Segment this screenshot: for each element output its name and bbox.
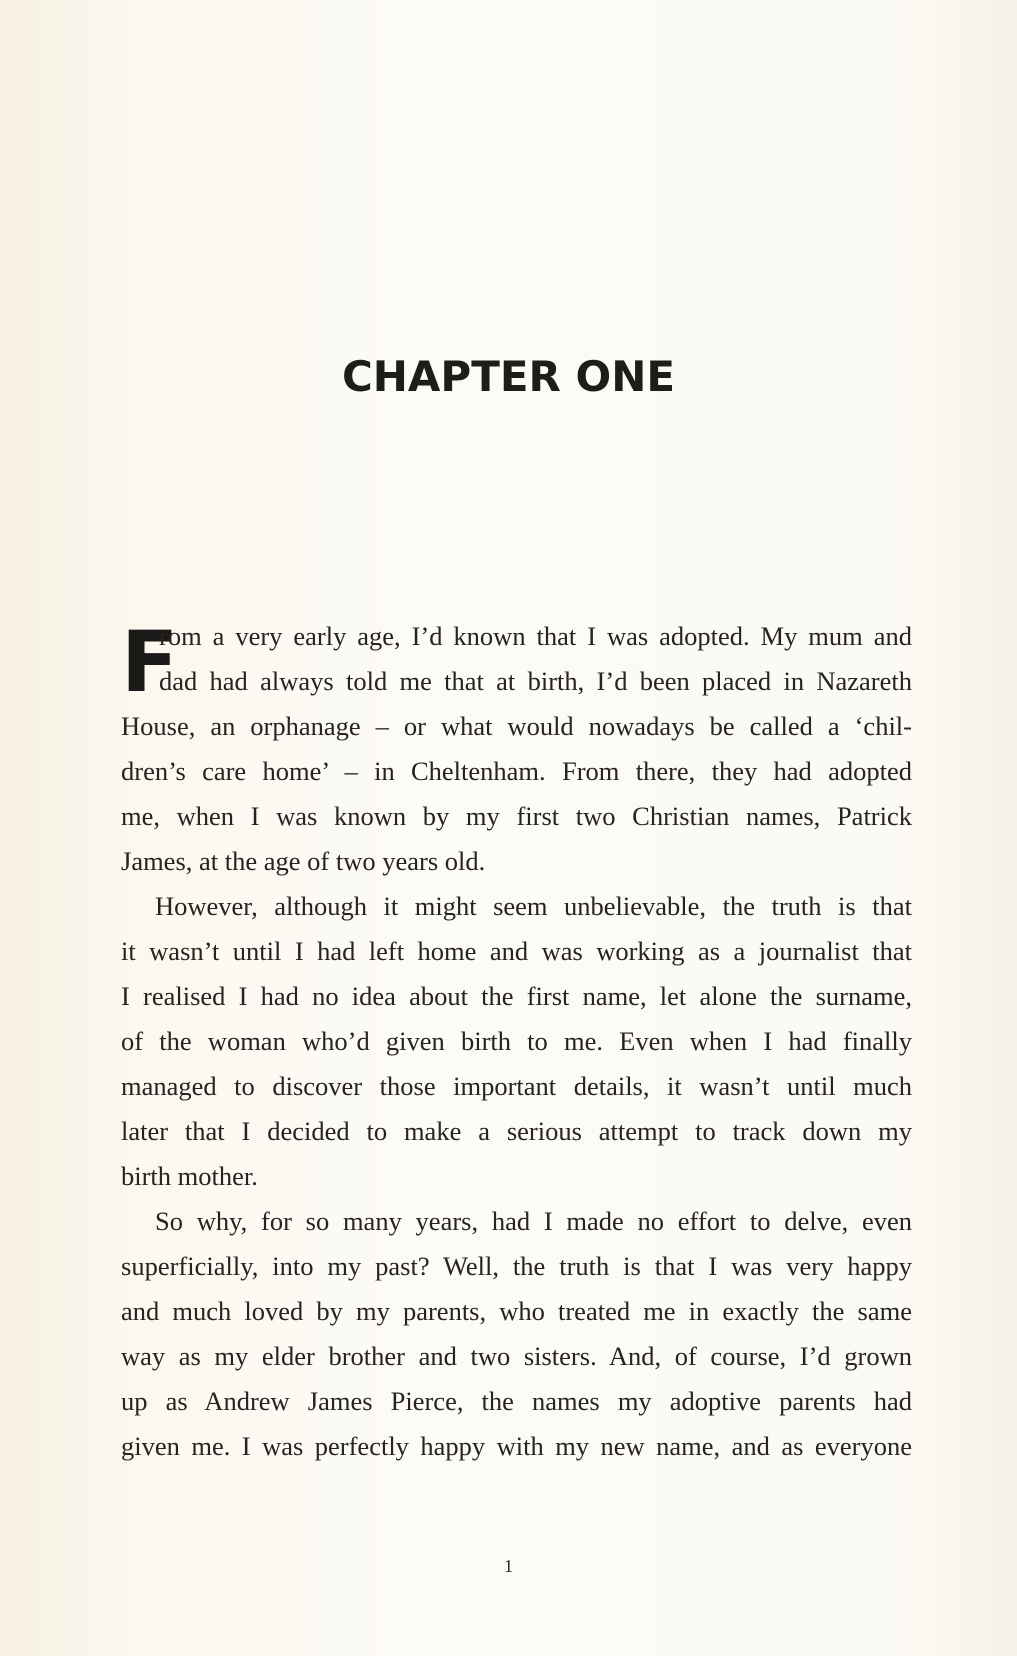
text-line: way as my elder brother and two sisters. And, of course, I’d grown [121,1341,912,1371]
paragraph [121,1199,912,1469]
text-line: managed to discover those important details, it wasn’t until much [121,1071,912,1101]
paragraph [121,614,912,884]
chapter-title: CHAPTER ONE [341,352,676,401]
text-line: birth mother. [121,1161,258,1191]
paragraph [121,884,912,1199]
text-line: However, although it might seem unbelievable, the truth is that [155,891,912,921]
page-number: 1 [504,1556,513,1576]
text-line: it wasn’t until I had left home and was working as a journalist that [121,936,912,966]
text-line: House, an orphanage – or what would nowadays be called a ‘chil- [121,711,912,741]
text-line: up as Andrew James Pierce, the names my adoptive parents had [121,1386,912,1416]
text-line: rom a very early age, I’d known that I was adopted. My mum and [159,621,912,651]
text-line: So why, for so many years, had I made no effort to delve, even [155,1206,912,1236]
text-line: and much loved by my parents, who treated me in exactly the same [121,1296,912,1326]
text-line: superficially, into my past? Well, the truth is that I was very happy [121,1251,912,1281]
drop-cap-letter: F [121,613,179,711]
text-line: me, when I was known by my first two Christian names, Patrick [121,801,912,831]
text-line: I realised I had no idea about the first name, let alone the surname, [121,981,912,1011]
body-text [121,614,912,1469]
text-line: later that I decided to make a serious attempt to track down my [121,1116,912,1146]
text-line: James, at the age of two years old. [121,846,486,876]
text-line: of the woman who’d given birth to me. Even when I had finally [121,1026,912,1056]
text-line: dad had always told me that at birth, I’d been placed in Nazareth [159,666,912,696]
text-line: dren’s care home’ – in Cheltenham. From there, they had adopted [121,756,912,786]
text-line: given me. I was perfectly happy with my new name, and as everyone [121,1431,912,1461]
